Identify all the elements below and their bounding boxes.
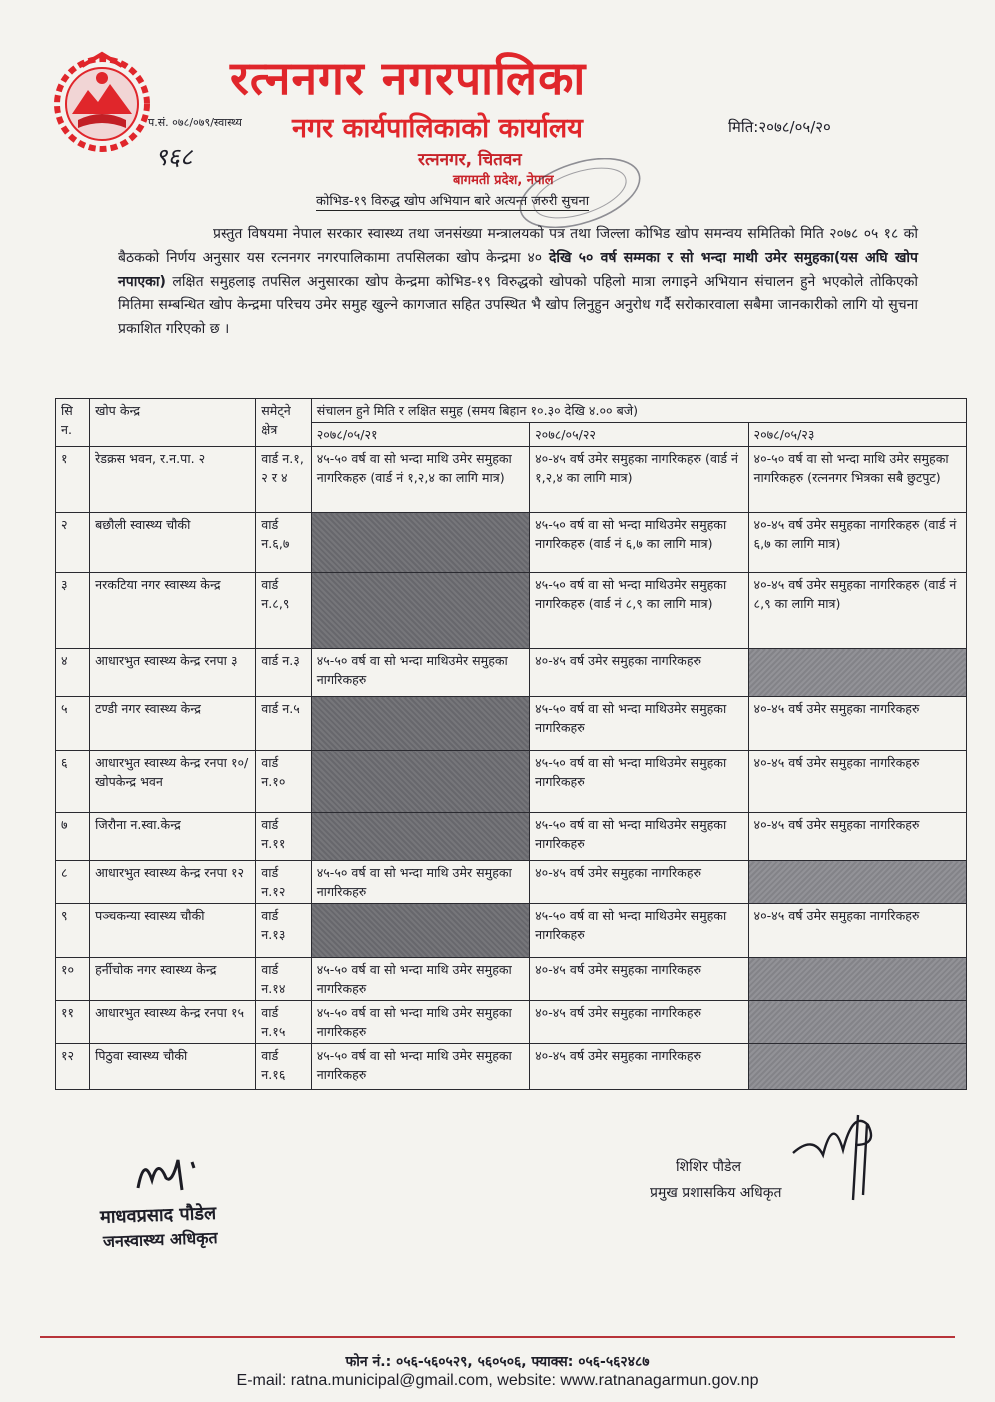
cell-date-1: ४५-५० वर्ष वा सो भन्दा माथिउमेर समुहका नागरिकहरु bbox=[311, 649, 529, 697]
schedule-rows bbox=[56, 447, 967, 1090]
table-row bbox=[56, 573, 967, 649]
office-title: नगर कार्यपालिकाको कार्यालय bbox=[292, 113, 583, 144]
cell-center: बछौली स्वास्थ्य चौकी bbox=[90, 513, 256, 573]
cao-title: प्रमुख प्रशासकिय अधिकृत bbox=[650, 1185, 782, 1201]
municipality-emblem bbox=[52, 50, 152, 154]
office-stamp bbox=[505, 158, 655, 228]
cell-center: आधारभुत स्वास्थ्य केन्द्र रनपा ३ bbox=[90, 649, 256, 697]
table-row bbox=[56, 813, 967, 861]
body-text-highlight: देखि ५० वर्ष सम्मका र सो भन्दा माथी उमेर समुहका(यस अघि खोप नपाएका) bbox=[118, 249, 918, 290]
cell-date-3 bbox=[748, 649, 966, 697]
footer-phone: फोन नं.: ०५६-५६०५२९, ५६०५०६, फ्याक्स: ०५६-५६२४८७ bbox=[345, 1354, 650, 1370]
cell-date-3: ४०-४५ वर्ष उमेर समुहका नागरिकहरु bbox=[748, 697, 966, 751]
table-row bbox=[56, 904, 967, 958]
cell-date-3: ४०-४५ वर्ष उमेर समुहका नागरिकहरु bbox=[748, 813, 966, 861]
header-schedule: संचालन हुने मिति र लक्षित समुह (समय बिहान १०.३० देखि ४.०० बजे) bbox=[311, 399, 966, 423]
letter-date: मिति:२०७८/०५/२० bbox=[728, 118, 831, 136]
municipality-title: रत्ननगर नगरपालिका bbox=[230, 51, 587, 105]
cell-date-3 bbox=[748, 1044, 966, 1090]
cell-date-2: ४०-४५ वर्ष उमेर समुहका नागरिकहरु bbox=[530, 861, 748, 904]
notice-body bbox=[118, 223, 918, 342]
cell-serial: ६ bbox=[56, 751, 90, 813]
cell-ward: वार्ड न.३ bbox=[256, 649, 311, 697]
header-date-3: २०७८/०५/२३ bbox=[748, 423, 966, 447]
reference-number: प.सं. ०७८/०७९/स्वास्थ्य bbox=[148, 116, 242, 129]
cell-date-2: ४५-५० वर्ष वा सो भन्दा माथिउमेर समुहका नागरिकहरु bbox=[530, 904, 748, 958]
cell-center: टण्डी नगर स्वास्थ्य केन्द्र bbox=[90, 697, 256, 751]
cell-ward: वार्ड न.८,९ bbox=[256, 573, 311, 649]
cell-center: पिठुवा स्वास्थ्य चौकी bbox=[90, 1044, 256, 1090]
cell-date-1 bbox=[311, 573, 529, 649]
cell-date-1: ४५-५० वर्ष वा सो भन्दा माथि उमेर समुहका नागरिकहरु bbox=[311, 1044, 529, 1090]
table-row bbox=[56, 649, 967, 697]
health-officer-name: माधवप्रसाद पौडेल bbox=[99, 1202, 217, 1229]
body-text-part1: प्रस्तुत विषयमा नेपाल सरकार स्वास्थ्य तथा जनसंख्या मन्त्रालयको पत्र तथा जिल्ला कोभिड खोप समन्वय समितिको मिति २०७८ ०५ १८ को बैठकको निर्णय अनुसार यस रत्ननगर नगरपालिकामा तपसिलका खोप केन्द्रमा ४० bbox=[118, 226, 918, 266]
cell-serial: १ bbox=[56, 447, 90, 513]
cell-date-1: ४५-५० वर्ष वा सो भन्दा माथि उमेर समुहका नागरिकहरु (वार्ड नं १,२,४ का लागि मात्र) bbox=[311, 447, 529, 513]
header-date-1: २०७८/०५/२१ bbox=[311, 423, 529, 447]
cell-serial: १० bbox=[56, 958, 90, 1001]
city-address: रत्ननगर, चितवन bbox=[418, 150, 522, 170]
cell-center: हर्नीचोक नगर स्वास्थ्य केन्द्र bbox=[90, 958, 256, 1001]
cell-ward: वार्ड न.१२ bbox=[256, 861, 311, 904]
table-row bbox=[56, 697, 967, 751]
cell-date-3: ४०-५० वर्ष वा सो भन्दा माथि उमेर समुहका नागरिकहरु (रत्ननगर भित्रका सबै छुटपुट) bbox=[748, 447, 966, 513]
cell-date-2: ४०-४५ वर्ष उमेर समुहका नागरिकहरु bbox=[530, 958, 748, 1001]
cell-ward: वार्ड न.१५ bbox=[256, 1001, 311, 1044]
cell-serial: ४ bbox=[56, 649, 90, 697]
table-row bbox=[56, 1044, 967, 1090]
cell-date-3: ४०-४५ वर्ष उमेर समुहका नागरिकहरु (वार्ड नं ६,७ का लागि मात्र) bbox=[748, 513, 966, 573]
table-row bbox=[56, 958, 967, 1001]
registration-number: ९६८ bbox=[155, 143, 193, 171]
header-serial: सि न. bbox=[56, 399, 90, 447]
notice-subject: कोभिड-१९ विरुद्ध खोप अभियान बारे अत्यन्त जरुरी सुचना bbox=[316, 191, 589, 211]
cao-name: शिशिर पौडेल bbox=[676, 1159, 742, 1175]
cell-date-3: ४०-४५ वर्ष उमेर समुहका नागरिकहरु bbox=[748, 904, 966, 958]
cell-center: आधारभुत स्वास्थ्य केन्द्र रनपा १५ bbox=[90, 1001, 256, 1044]
vaccination-schedule-table bbox=[55, 398, 967, 1090]
cell-date-2: ४०-४५ वर्ष उमेर समुहका नागरिकहरु bbox=[530, 1001, 748, 1044]
cell-date-1 bbox=[311, 751, 529, 813]
cell-date-2: ४५-५० वर्ष वा सो भन्दा माथिउमेर समुहका नागरिकहरु bbox=[530, 813, 748, 861]
header-date-2: २०७८/०५/२२ bbox=[530, 423, 748, 447]
cell-date-3: ४०-४५ वर्ष उमेर समुहका नागरिकहरु bbox=[748, 751, 966, 813]
header-ward: समेट्ने क्षेत्र bbox=[256, 399, 311, 447]
cell-serial: ३ bbox=[56, 573, 90, 649]
cell-date-3 bbox=[748, 958, 966, 1001]
cell-center: आधारभुत स्वास्थ्य केन्द्र रनपा १२ bbox=[90, 861, 256, 904]
cell-ward: वार्ड न.६,७ bbox=[256, 513, 311, 573]
table-row bbox=[56, 513, 967, 573]
cell-center: रेडक्रस भवन, र.न.पा. २ bbox=[90, 447, 256, 513]
cell-date-1: ४५-५० वर्ष वा सो भन्दा माथि उमेर समुहका नागरिकहरु bbox=[311, 861, 529, 904]
province-address: बागमती प्रदेश, नेपाल bbox=[453, 173, 554, 188]
health-officer-title: जनस्वास्थ्य अधिकृत bbox=[102, 1228, 218, 1251]
footer-divider bbox=[40, 1336, 955, 1338]
cell-date-2: ४५-५० वर्ष वा सो भन्दा माथिउमेर समुहका नागरिकहरु bbox=[530, 751, 748, 813]
cell-center: पञ्चकन्या स्वास्थ्य चौकी bbox=[90, 904, 256, 958]
cell-date-1 bbox=[311, 513, 529, 573]
cell-date-1 bbox=[311, 813, 529, 861]
header-center: खोप केन्द्र bbox=[90, 399, 256, 447]
cell-serial: ७ bbox=[56, 813, 90, 861]
cell-ward: वार्ड न.१४ bbox=[256, 958, 311, 1001]
cell-date-2: ४०-४५ वर्ष उमेर समुहका नागरिकहरु bbox=[530, 1044, 748, 1090]
cell-date-1: ४५-५० वर्ष वा सो भन्दा माथि उमेर समुहका नागरिकहरु bbox=[311, 1001, 529, 1044]
cell-date-2: ४५-५० वर्ष वा सो भन्दा माथिउमेर समुहका नागरिकहरु bbox=[530, 697, 748, 751]
cell-ward: वार्ड न.१६ bbox=[256, 1044, 311, 1090]
cell-serial: ९ bbox=[56, 904, 90, 958]
cell-ward: वार्ड न.११ bbox=[256, 813, 311, 861]
cell-date-2: ४५-५० वर्ष वा सो भन्दा माथिउमेर समुहका नागरिकहरु (वार्ड नं ६,७ का लागि मात्र) bbox=[530, 513, 748, 573]
cell-serial: १२ bbox=[56, 1044, 90, 1090]
health-officer-signature bbox=[130, 1150, 220, 1195]
cell-center: आधारभुत स्वास्थ्य केन्द्र रनपा १०/ खोपकेन्द्र भवन bbox=[90, 751, 256, 813]
cell-serial: ११ bbox=[56, 1001, 90, 1044]
cell-date-1 bbox=[311, 697, 529, 751]
body-text-part2: लक्षित समुहलाइ तपसिल अनुसारका खोप केन्द्रमा कोभिड-१९ विरुद्धको खोपको पहिलो मात्रा लगाइने अभियान संचालन हुने भएकोले तोकिएको मितिमा सम्बन्धित खोप केन्द्रमा परिचय उमेर समुह खुल्ने कागजात सहित उपस्थित भै खोप लिनुहुन अनुरोध गर्दै सरोकारवाला सबैमा जानकारीको लागि यो सुचना प्रकाशित गरिएको छ । bbox=[118, 273, 918, 338]
footer-contact: E-mail: ratna.municipal@gmail.com, website: www.ratnanagarmun.gov.np bbox=[236, 1372, 759, 1389]
cell-center: नरकटिया नगर स्वास्थ्य केन्द्र bbox=[90, 573, 256, 649]
table-row bbox=[56, 751, 967, 813]
cao-signature bbox=[783, 1105, 893, 1205]
table-row bbox=[56, 1001, 967, 1044]
cell-serial: २ bbox=[56, 513, 90, 573]
cell-date-2: ४०-४५ वर्ष उमेर समुहका नागरिकहरु bbox=[530, 649, 748, 697]
cell-date-2: ४५-५० वर्ष वा सो भन्दा माथिउमेर समुहका नागरिकहरु (वार्ड नं ८,९ का लागि मात्र) bbox=[530, 573, 748, 649]
cell-serial: ८ bbox=[56, 861, 90, 904]
cell-serial: ५ bbox=[56, 697, 90, 751]
cell-date-3 bbox=[748, 861, 966, 904]
cell-ward: वार्ड न.१० bbox=[256, 751, 311, 813]
cell-date-2: ४०-४५ वर्ष उमेर समुहका नागरिकहरु (वार्ड नं १,२,४ का लागि मात्र) bbox=[530, 447, 748, 513]
cell-ward: वार्ड न.५ bbox=[256, 697, 311, 751]
cell-date-3: ४०-४५ वर्ष उमेर समुहका नागरिकहरु (वार्ड नं ८,९ का लागि मात्र) bbox=[748, 573, 966, 649]
table-row bbox=[56, 447, 967, 513]
cell-ward: वार्ड न.१, २ र ४ bbox=[256, 447, 311, 513]
cell-ward: वार्ड न.१३ bbox=[256, 904, 311, 958]
table-row bbox=[56, 861, 967, 904]
cell-center: जिरौना न.स्वा.केन्द्र bbox=[90, 813, 256, 861]
cell-date-1: ४५-५० वर्ष वा सो भन्दा माथि उमेर समुहका नागरिकहरु bbox=[311, 958, 529, 1001]
cell-date-3 bbox=[748, 1001, 966, 1044]
cell-date-1 bbox=[311, 904, 529, 958]
